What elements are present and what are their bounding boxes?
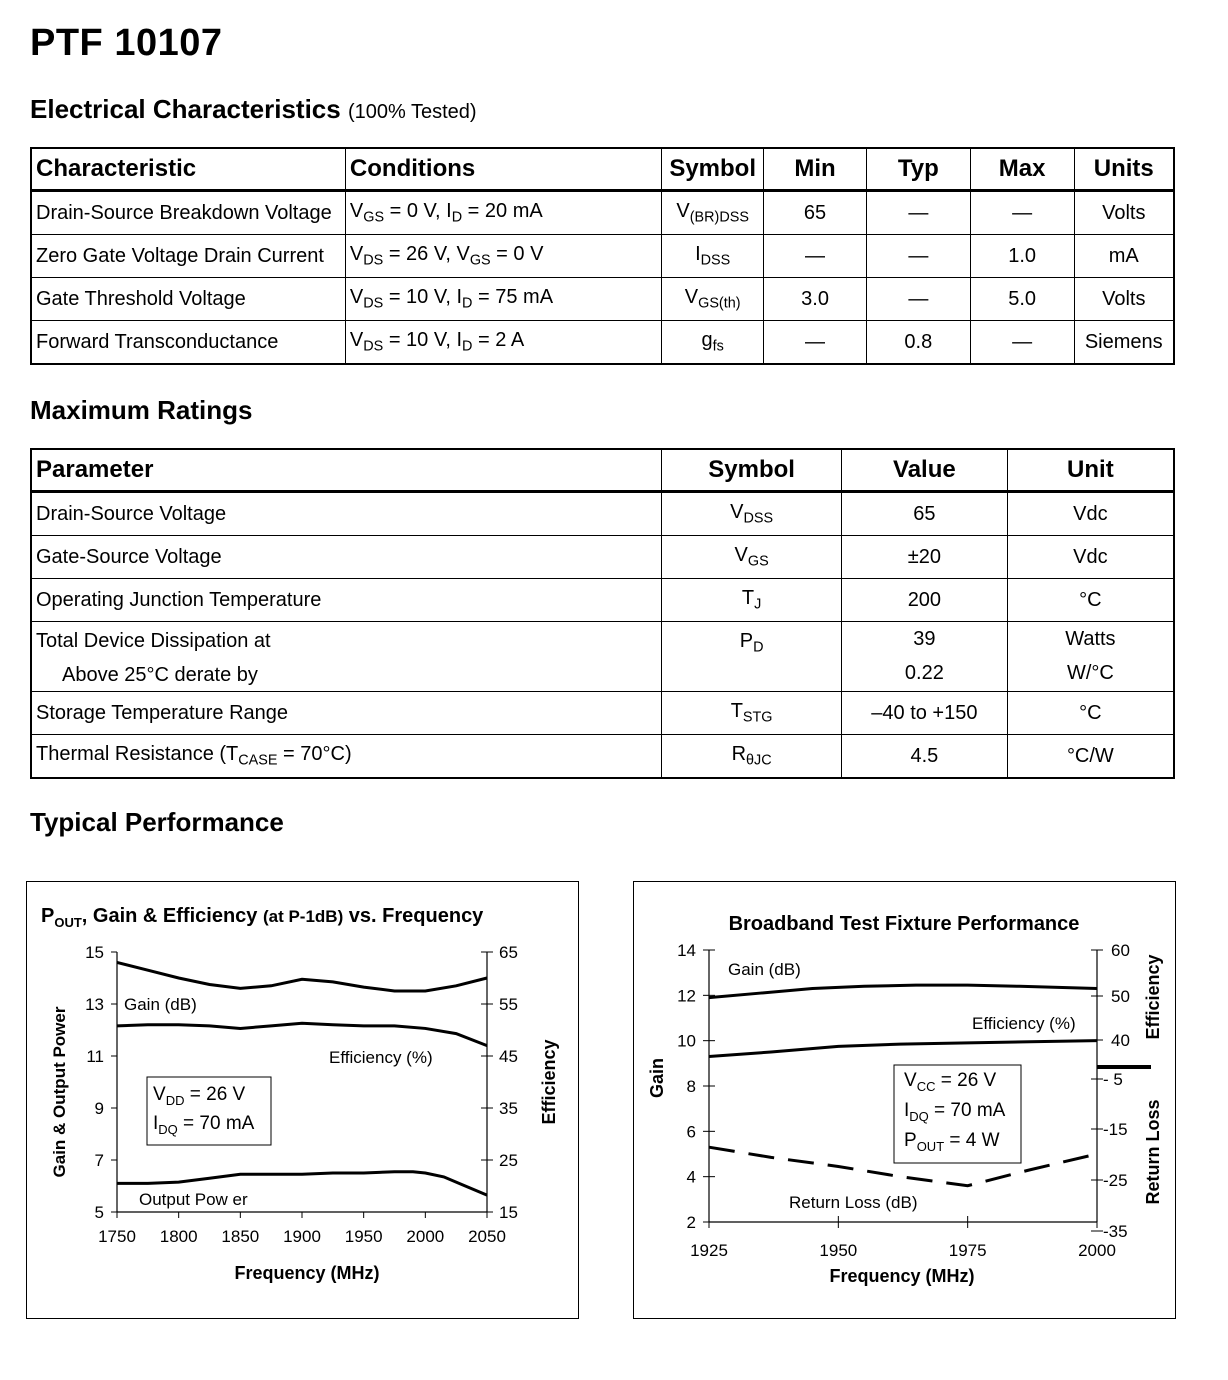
symbol-part: P xyxy=(739,630,754,652)
conditions-part: GS xyxy=(469,252,491,269)
symbol-cell xyxy=(662,579,842,622)
symbol-part: V xyxy=(676,200,690,223)
conditions-part: OUT xyxy=(916,1139,945,1154)
y2-tick-label: -15 xyxy=(1103,1120,1128,1139)
conditions-cell xyxy=(345,278,661,321)
electrical-header-cell: Characteristic xyxy=(31,148,345,191)
max-cell: 5.0 xyxy=(970,278,1074,321)
conditions-part: V xyxy=(349,243,364,266)
value-line: 0.22 xyxy=(904,662,944,684)
characteristic-cell: Gate Threshold Voltage xyxy=(31,278,345,321)
symbol-part: θJC xyxy=(746,752,772,769)
value-cell xyxy=(842,622,1008,692)
y2-tick-label: -25 xyxy=(1103,1171,1128,1190)
x-tick-label: 2000 xyxy=(406,1227,445,1246)
conditions-part: DS xyxy=(363,252,384,269)
x-tick-label: 1850 xyxy=(221,1227,260,1246)
return-loss-series-label: Return Loss (dB) xyxy=(789,1193,918,1212)
y2-tick-label: 45 xyxy=(499,1047,518,1066)
symbol-part: V xyxy=(734,544,748,567)
symbol-cell xyxy=(662,692,842,735)
unit-cell: °C/W xyxy=(1007,735,1174,779)
chart-broadband-test-fixture xyxy=(633,881,1176,1319)
y2-axis-label-efficiency: Efficiency xyxy=(1143,954,1163,1040)
chart-title: Broadband Test Fixture Performance xyxy=(728,913,1080,935)
electrical-header-cell: Min xyxy=(764,148,867,191)
x-axis-label: Frequency (MHz) xyxy=(234,1263,380,1283)
ratings-heading: Maximum Ratings xyxy=(30,395,253,425)
x-tick-label: 2050 xyxy=(468,1227,506,1246)
symbol-cell xyxy=(662,235,764,278)
conditions-part: = 26 V xyxy=(184,1084,246,1105)
y2-tick-label: 55 xyxy=(499,995,518,1014)
symbol-part: DSS xyxy=(700,252,731,269)
table-row xyxy=(31,492,1174,536)
chart-title-part: P xyxy=(41,905,55,927)
series-line-1 xyxy=(709,985,1097,997)
y2-axis-label-return-loss: Return Loss xyxy=(1143,1099,1163,1205)
conditions-part: = 26 V xyxy=(935,1070,997,1091)
conditions-part: = 20 mA xyxy=(462,200,543,223)
x-tick-label: 1950 xyxy=(344,1227,383,1246)
y-tick-label: 15 xyxy=(85,943,104,962)
gain-series-label: Gain (dB) xyxy=(124,995,197,1014)
units-cell: Volts xyxy=(1074,278,1174,321)
x-tick-label: 1925 xyxy=(690,1241,728,1260)
y-axis-label: Gain xyxy=(647,1057,667,1099)
electrical-characteristics-table xyxy=(30,147,1175,365)
conditions-cell xyxy=(345,191,661,235)
chart-title-part: OUT xyxy=(54,915,82,930)
conditions-part: I xyxy=(153,1113,159,1134)
chart-pout-gain-efficiency-svg xyxy=(27,882,578,1318)
parameter-cell xyxy=(31,692,662,735)
min-cell: 65 xyxy=(764,191,867,235)
conditions-part: V xyxy=(349,200,364,223)
chart-title xyxy=(41,905,484,930)
conditions-part: = 0 V, I xyxy=(384,200,452,223)
unit-cell xyxy=(1007,622,1174,692)
conditions-part: = 75 mA xyxy=(472,286,554,309)
conditions-part: = 2 A xyxy=(472,329,525,352)
symbol-part: T xyxy=(741,587,755,610)
parameter-part: Total Device Dissipation at xyxy=(36,630,271,652)
y-tick-label: 7 xyxy=(94,1151,104,1170)
symbol-part: STG xyxy=(742,709,773,726)
parameter-part: CASE xyxy=(238,752,278,769)
conditions-cell xyxy=(345,235,661,278)
value-line: 39 xyxy=(913,628,936,650)
electrical-header-cell: Max xyxy=(970,148,1074,191)
maximum-ratings-table xyxy=(30,448,1175,779)
units-cell: Siemens xyxy=(1074,321,1174,365)
parameter-cell xyxy=(31,735,662,779)
y2-tick-label: - 5 xyxy=(1103,1070,1123,1089)
conditions-part: V xyxy=(904,1070,917,1091)
y2-tick-label: 65 xyxy=(499,943,518,962)
y-tick-label: 12 xyxy=(677,986,696,1006)
value-cell: ±20 xyxy=(842,536,1008,579)
conditions-part: = 70 mA xyxy=(177,1113,255,1134)
symbol-cell xyxy=(662,622,842,692)
symbol-part: R xyxy=(731,743,747,766)
conditions-part: DQ xyxy=(158,1122,178,1137)
y-tick-label: 14 xyxy=(677,941,696,960)
conditions-part: = 26 V, V xyxy=(383,243,470,266)
units-cell: Volts xyxy=(1074,191,1174,235)
parameter-part: Operating Junction Temperature xyxy=(36,588,322,611)
max-cell: 1.0 xyxy=(970,235,1074,278)
ratings-header-cell: Unit xyxy=(1007,449,1174,492)
chart-title-part: (at P-1dB) xyxy=(262,907,344,926)
conditions-part: DS xyxy=(363,295,384,312)
conditions-cell xyxy=(345,321,661,365)
parameter-cell xyxy=(31,579,662,622)
y2-tick-label: 60 xyxy=(1111,941,1130,960)
efficiency-series-label: Efficiency (%) xyxy=(972,1014,1076,1033)
conditions-part: D xyxy=(462,295,473,312)
conditions-part: DQ xyxy=(909,1109,929,1124)
parameter-part: Thermal Resistance (T xyxy=(36,743,239,766)
min-cell: — xyxy=(764,235,867,278)
conditions-part: GS xyxy=(363,209,385,226)
ratings-header-cell: Symbol xyxy=(662,449,842,492)
chart-title-part: , Gain & Efficiency xyxy=(81,905,263,927)
electrical-heading-note: (100% Tested) xyxy=(347,101,477,123)
min-cell: 3.0 xyxy=(764,278,867,321)
page-title: PTF 10107 xyxy=(30,22,223,64)
symbol-part: D xyxy=(753,639,764,656)
conditions-part: V xyxy=(349,286,364,309)
symbol-cell xyxy=(662,492,842,536)
value-cell: 4.5 xyxy=(842,735,1008,779)
symbol-cell xyxy=(662,191,764,235)
conditions-part: D xyxy=(451,209,463,226)
table-row xyxy=(31,321,1174,365)
table-row xyxy=(31,579,1174,622)
typ-cell: 0.8 xyxy=(866,321,970,365)
parameter-cell xyxy=(31,622,662,692)
y-tick-label: 11 xyxy=(86,1047,104,1066)
max-cell: — xyxy=(970,191,1074,235)
y2-tick-label: 25 xyxy=(499,1151,518,1170)
unit-cell: Vdc xyxy=(1007,492,1174,536)
conditions-part: DD xyxy=(165,1093,185,1108)
conditions-part: = 10 V, I xyxy=(383,329,463,352)
x-tick-label: 1750 xyxy=(98,1227,136,1246)
y2-tick-label: 50 xyxy=(1111,987,1130,1006)
x-tick-label: 1950 xyxy=(819,1241,858,1260)
symbol-part: g xyxy=(701,329,713,352)
electrical-header-cell: Typ xyxy=(866,148,970,191)
symbol-part: V xyxy=(730,501,744,524)
x-tick-label: 1975 xyxy=(948,1241,987,1260)
parameter-continuation: Above 25°C derate by xyxy=(62,664,258,686)
unit-line: W/°C xyxy=(1066,662,1114,684)
conditions-part: = 4 W xyxy=(944,1130,1000,1151)
parameter-cell xyxy=(31,492,662,536)
min-cell: — xyxy=(764,321,867,365)
symbol-cell xyxy=(662,735,842,779)
symbol-part: DSS xyxy=(743,510,774,527)
gain-series-label: Gain (dB) xyxy=(728,960,801,979)
y-tick-label: 13 xyxy=(85,995,104,1014)
value-cell: 200 xyxy=(842,579,1008,622)
typ-cell: — xyxy=(866,235,970,278)
electrical-header-cell: Conditions xyxy=(345,148,661,191)
conditions-part: P xyxy=(904,1130,917,1151)
chart-broadband-test-fixture-svg xyxy=(634,882,1175,1318)
ratings-header-cell: Parameter xyxy=(31,449,662,492)
parameter-part: Gate-Source Voltage xyxy=(36,545,222,568)
electrical-heading-text: Electrical Characteristics xyxy=(30,94,341,124)
symbol-part: T xyxy=(730,700,743,723)
typ-cell: — xyxy=(866,191,970,235)
series-line-1 xyxy=(117,962,487,991)
performance-heading: Typical Performance xyxy=(30,807,284,837)
conditions-part: CC xyxy=(916,1079,936,1094)
y-tick-label: 8 xyxy=(686,1077,696,1096)
x-tick-label: 1900 xyxy=(283,1227,321,1246)
table-row xyxy=(31,735,1174,779)
symbol-part: I xyxy=(695,243,701,266)
max-cell: — xyxy=(970,321,1074,365)
conditions-part: = 0 V xyxy=(490,243,544,266)
chart-pout-gain-efficiency xyxy=(26,881,579,1319)
conditions-part: I xyxy=(904,1100,910,1121)
y-axis-label: Gain & Output Power xyxy=(50,1006,69,1178)
unit-line: Watts xyxy=(1065,628,1116,650)
characteristic-cell: Zero Gate Voltage Drain Current xyxy=(31,235,345,278)
conditions-part: = 70 mA xyxy=(928,1100,1006,1121)
efficiency-series-label: Efficiency (%) xyxy=(329,1048,433,1067)
y2-tick-label: 35 xyxy=(499,1099,518,1118)
table-row xyxy=(31,692,1174,735)
ratings-header-cell: Value xyxy=(842,449,1008,492)
y-tick-label: 2 xyxy=(686,1213,696,1232)
chart-title-part: vs. Frequency xyxy=(343,905,484,927)
symbol-part: fs xyxy=(712,338,724,355)
conditions-part: DS xyxy=(363,338,384,355)
symbol-cell xyxy=(662,536,842,579)
typ-cell: — xyxy=(866,278,970,321)
conditions-part: = 10 V, I xyxy=(383,286,463,309)
conditions-part: V xyxy=(349,329,364,352)
y2-tick-label: 15 xyxy=(499,1203,518,1222)
y-tick-label: 5 xyxy=(94,1203,104,1222)
units-cell: mA xyxy=(1074,235,1174,278)
parameter-cell xyxy=(31,536,662,579)
y2-tick-label: 40 xyxy=(1111,1031,1130,1050)
characteristic-cell: Drain-Source Breakdown Voltage xyxy=(31,191,345,235)
conditions-part: V xyxy=(153,1084,166,1105)
characteristic-cell: Forward Transconductance xyxy=(31,321,345,365)
value-cell: –40 to +150 xyxy=(842,692,1008,735)
y2-tick-label: -35 xyxy=(1103,1222,1128,1241)
electrical-heading xyxy=(30,94,477,125)
table-row xyxy=(31,278,1174,321)
conditions-part: D xyxy=(462,338,473,355)
symbol-part: V xyxy=(684,286,699,309)
y2-axis-label: Efficiency xyxy=(539,1039,559,1125)
y-tick-label: 9 xyxy=(94,1099,104,1118)
unit-cell: Vdc xyxy=(1007,536,1174,579)
series-line-2 xyxy=(709,1041,1097,1057)
x-tick-label: 1800 xyxy=(159,1227,198,1246)
parameter-part: = 70°C) xyxy=(277,743,352,766)
y-tick-label: 6 xyxy=(686,1122,696,1142)
table-row xyxy=(31,536,1174,579)
value-cell: 65 xyxy=(842,492,1008,536)
symbol-part: J xyxy=(754,596,762,613)
x-axis-label: Frequency (MHz) xyxy=(829,1266,975,1286)
series-line-2 xyxy=(117,1023,487,1045)
electrical-header-cell: Units xyxy=(1074,148,1174,191)
parameter-part: Storage Temperature Range xyxy=(36,701,289,724)
symbol-cell xyxy=(662,321,764,365)
symbol-part: GS(th) xyxy=(698,295,741,312)
unit-cell: °C xyxy=(1007,692,1174,735)
unit-cell: °C xyxy=(1007,579,1174,622)
electrical-header-cell: Symbol xyxy=(662,148,764,191)
x-tick-label: 2000 xyxy=(1078,1241,1116,1260)
y-tick-label: 10 xyxy=(677,1031,696,1051)
symbol-part: GS xyxy=(747,553,769,570)
symbol-cell xyxy=(662,278,764,321)
output-power-series-label: Output Pow er xyxy=(139,1190,248,1209)
parameter-part: Drain-Source Voltage xyxy=(36,502,227,525)
table-row xyxy=(31,235,1174,278)
symbol-part: (BR)DSS xyxy=(689,209,749,226)
table-row xyxy=(31,622,1174,692)
table-row xyxy=(31,191,1174,235)
y-tick-label: 4 xyxy=(686,1167,696,1187)
